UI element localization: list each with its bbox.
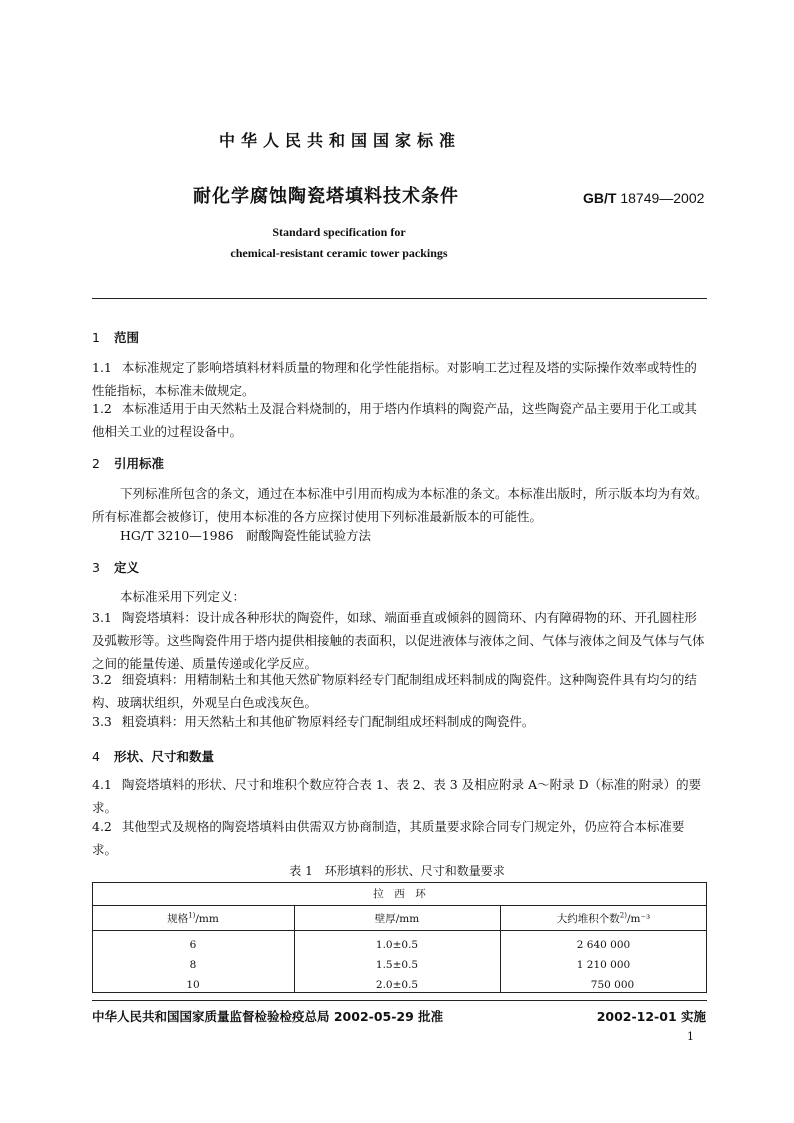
document-title: 耐化学腐蚀陶瓷塔填料技术条件 [193, 186, 459, 207]
table-row [92, 955, 707, 975]
normative-reference: HG/T 3210—1986 耐酸陶瓷性能试验方法 [120, 528, 372, 543]
paragraph-4-1 [92, 773, 708, 819]
cell-count: 1 210 000 [576, 959, 631, 971]
column-header-spec [92, 906, 294, 931]
approval-note: 中华人民共和国国家质量监督检验检疫总局 2002-05-29 批准 [92, 1009, 444, 1024]
cell-wall: 1.0±0.5 [375, 939, 419, 951]
paragraph-1-2 [92, 397, 708, 443]
section-4-heading [92, 747, 214, 765]
paragraph-4-2 [92, 815, 708, 861]
cell-count: 2 640 000 [576, 939, 631, 951]
clause-text: 其他型式及规格的陶瓷塔填料由供需双方协商制造，其质量要求除合同专门规定外，仍应符合本标准要求。 [92, 819, 685, 857]
clause-text: 陶瓷塔填料：设计成各种形状的陶瓷件，如球、端面垂直或倾斜的圆筒环、内有障碍物的环、开孔圆柱形及弧鞍形等。这些陶瓷件用于塔内提供相接触的表面积，以促进液体与液体之间、气体与液体之间及气体与气体之间的能量传递、质量传递或化学反应。 [92, 610, 705, 671]
english-title-line1: Standard specification for [272, 225, 406, 239]
section-number: 4 [92, 749, 100, 764]
page-number: 1 [687, 1030, 694, 1043]
paragraph-3-1 [92, 606, 708, 675]
clause-text: 本标准规定了影响塔填料材料质量的物理和化学性能指标。对影响工艺过程及塔的实际操作效率或特性的性能指标，本标准未做规定。 [92, 360, 697, 398]
code-prefix: GB/T [583, 190, 617, 206]
clause-text: 陶瓷塔填料的形状、尺寸和堆积个数应符合表 1、表 2、表 3 及相应附录 A～附录 D（标准的附录）的要求。 [92, 777, 702, 815]
title-divider [92, 298, 707, 299]
footnote-mark: 2) [619, 911, 627, 919]
table-group-header-row [92, 882, 707, 906]
paragraph-3-3 [92, 710, 708, 733]
table-header-row [92, 906, 707, 931]
paragraph-3-2 [92, 668, 708, 714]
footnote-mark: 1) [188, 911, 196, 919]
column-header-unit: /mm [195, 912, 219, 925]
column-header-count [500, 906, 707, 931]
clause-text: 粗瓷填料：用天然粘土和其他矿物原料经专门配制组成坯料制成的陶瓷件。 [121, 714, 535, 729]
clause-number: 3.1 [92, 610, 112, 625]
standard-header: 中华人民共和国国家标准 [218, 131, 461, 150]
section-title: 定义 [114, 560, 140, 575]
cell-wall: 1.5±0.5 [375, 959, 419, 971]
code-number: 18749—2002 [620, 190, 705, 206]
column-header-text: 大约堆积个数 [556, 912, 620, 925]
clause-number: 1.2 [92, 401, 112, 416]
ring-packing-table [92, 882, 707, 995]
column-header-text: 规格 [167, 912, 189, 925]
footer-divider [92, 1000, 707, 1001]
section-number: 2 [92, 456, 100, 471]
standard-code [583, 190, 704, 206]
section-2-heading [92, 454, 164, 472]
section-title: 引用标准 [114, 456, 165, 471]
table-column-divider [294, 906, 295, 993]
table-row [92, 931, 707, 956]
column-header-wall: 壁厚/mm [294, 906, 500, 931]
table-group-header: 拉 西 环 [92, 882, 707, 906]
table-row [92, 975, 707, 995]
paragraph-1-1 [92, 356, 708, 402]
section-number: 1 [92, 330, 100, 345]
clause-number: 3.3 [92, 714, 112, 729]
section-number: 3 [92, 560, 100, 575]
clause-text: 本标准适用于由天然粘土及混合料烧制的，用于塔内作填料的陶瓷产品，这些陶瓷产品主要用于化工或其他相关工业的过程设备中。 [92, 401, 697, 439]
definitions-intro: 本标准采用下列定义： [120, 589, 246, 604]
section-title: 范围 [114, 330, 140, 345]
implementation-date: 2002-12-01 实施 [596, 1009, 706, 1024]
cell-spec: 8 [189, 959, 197, 971]
column-header-unit: /m⁻³ [626, 912, 651, 925]
clause-number: 4.1 [92, 777, 112, 792]
table-column-divider [500, 906, 501, 993]
cell-spec: 10 [186, 979, 200, 991]
table-caption: 表 1 环形填料的形状、尺寸和数量要求 [289, 864, 505, 878]
english-title-line2: chemical-resistant ceramic tower packings [230, 246, 448, 260]
clause-number: 4.2 [92, 819, 112, 834]
section-title: 形状、尺寸和数量 [114, 749, 215, 764]
clause-number: 3.2 [92, 672, 112, 687]
clause-text: 细瓷填料：用精制粘土和其他天然矿物原料经专门配制组成坯料制成的陶瓷件。这种陶瓷件具有均匀的结构、玻璃状组织，外观呈白色或浅灰色。 [92, 672, 697, 710]
clause-number: 1.1 [92, 360, 112, 375]
cell-spec: 6 [189, 939, 197, 951]
paragraph-2: 下列标准所包含的条文，通过在本标准中引用而构成为本标准的条文。本标准出版时，所示版本均为有效。所有标准都会被修订，使用本标准的各方应探讨使用下列标准最新版本的可能性。 [92, 486, 708, 524]
cell-wall: 2.0±0.5 [375, 979, 419, 991]
cell-count: 750 000 [590, 979, 635, 991]
section-3-heading [92, 558, 139, 576]
section-1-heading [92, 328, 139, 346]
